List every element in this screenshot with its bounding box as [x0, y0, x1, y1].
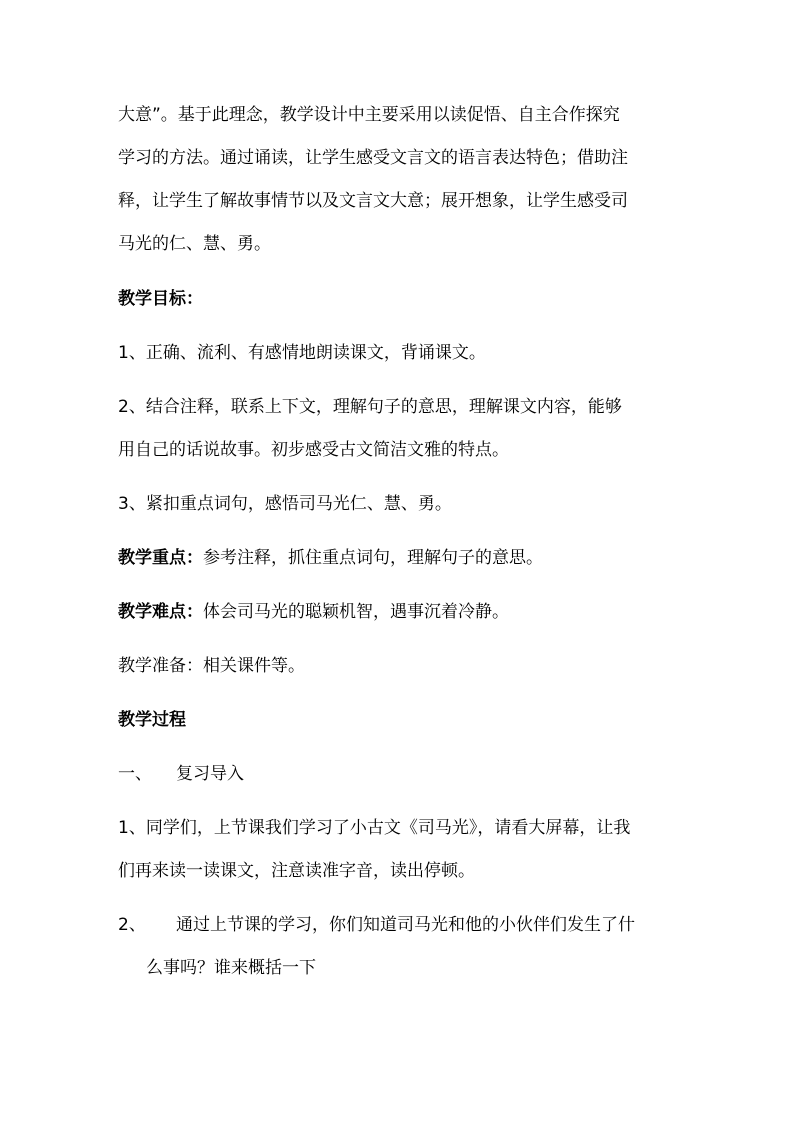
key-point-label: 教学重点： [118, 548, 203, 568]
intro-line-4: 马光的仁、慧、勇。 [118, 234, 271, 254]
step-2-line-1: 通过上节课的学习，你们知道司马光和他的小伙伴们发生了什 [176, 915, 635, 935]
key-point [118, 546, 543, 570]
step-1-line-1: 1、同学们，上节课我们学习了小古文《司马光》，请看大屏幕，让我 [118, 818, 631, 838]
intro-line-1: 大意”。基于此理念，教学设计中主要采用以读促悟、自主合作探究 [118, 105, 620, 125]
goal-2-line-1: 2、结合注释，联系上下文，理解句子的意思，理解课文内容，能够 [118, 397, 622, 417]
intro-line-2: 学习的方法。通过诵读，让学生感受文言文的语言表达特色；借助注 [118, 148, 628, 168]
step-2-line-2: 么事吗？谁来概括一下 [146, 958, 316, 978]
key-point-text: 参考注释，抓住重点词句，理解句子的意思。 [203, 548, 543, 568]
step-2-number: 2、 [118, 915, 146, 935]
difficulty-text: 体会司马光的聪颖机智，遇事沉着冷静。 [203, 602, 509, 622]
step-1-line-2: 们再来读一读课文，注意读准字音，读出停顿。 [118, 861, 475, 881]
section-1-title: 复习导入 [176, 764, 244, 784]
process-heading: 教学过程 [118, 710, 186, 730]
teaching-prep: 教学准备：相关课件等。 [118, 656, 305, 676]
goal-2-line-2: 用自己的话说故事。初步感受古文简洁文雅的特点。 [118, 440, 509, 460]
goal-3: 3、紧扣重点词句，感悟司马光仁、慧、勇。 [118, 494, 452, 514]
difficulty-point [118, 600, 509, 624]
goal-1: 1、正确、流利、有感情地朗读课文，背诵课文。 [118, 343, 486, 363]
section-1-number: 一、 [118, 764, 152, 784]
goals-heading: 教学目标： [118, 289, 203, 309]
difficulty-label: 教学难点： [118, 602, 203, 622]
intro-line-3: 释，让学生了解故事情节以及文言文大意；展开想象，让学生感受司 [118, 191, 628, 211]
